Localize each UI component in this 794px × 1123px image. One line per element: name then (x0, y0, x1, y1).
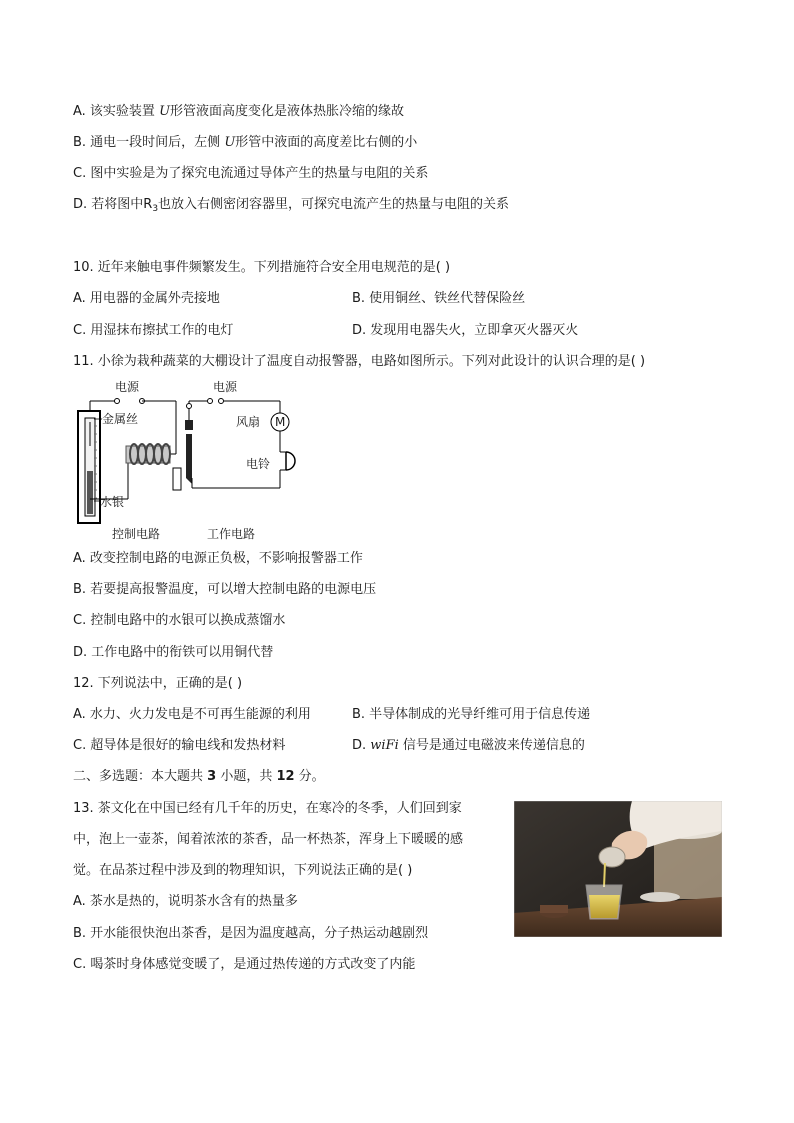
q9-option-b: B. 通电一段时间后，左侧 U形管中液面的高度差比右侧的小 (73, 135, 418, 150)
q11-option-d: D. 工作电路中的衔铁可以用铜代替 (73, 645, 274, 660)
saucer (640, 892, 680, 902)
q9-option-c: C. 图中实验是为了探究电流通过导体产生的热量与电阻的关系 (73, 166, 429, 181)
q12-option-c: C. 超导体是很好的输电线和发热材料 (73, 738, 286, 753)
bell-label: 电铃 (246, 457, 271, 471)
q10-option-c: C. 用湿抹布擦拭工作的电灯 (73, 323, 234, 338)
q10-option-a: A. 用电器的金属外壳接地 (73, 291, 220, 306)
spring (173, 468, 181, 490)
motor-label: M (275, 415, 286, 429)
q11-option-c: C. 控制电路中的水银可以换成蒸馏水 (73, 613, 286, 628)
bell-symbol (286, 452, 295, 470)
q13-option-a: A. 茶水是热的，说明茶水含有的热量多 (73, 894, 298, 909)
alarm-circuit-diagram (70, 376, 310, 546)
q11-option-a: A. 改变控制电路的电源正负极，不影响报警器工作 (73, 551, 363, 566)
armature (186, 434, 192, 484)
q13-stem-line1: 13. 茶文化在中国已经有几千年的历史，在寒冷的冬季，人们回到家 (73, 801, 462, 816)
q11-stem: 11. 小徐为栽种蔬菜的大棚设计了温度自动报警器，电路如图所示。下列对此设计的认识合理的是( ) (73, 354, 646, 369)
contact-block (185, 420, 193, 430)
metal-wire-label: 金属丝 (102, 412, 139, 426)
q12-option-a: A. 水力、火力发电是不可再生能源的利用 (73, 707, 311, 722)
power-left-label: 电源 (115, 380, 140, 394)
section-heading: 二、多选题：本大题共 3 小题，共 12 分。 (73, 769, 325, 784)
pouring-cup (599, 847, 625, 867)
q13-stem-line3: 觉。在品茶过程中涉及到的物理知识，下列说法正确的是( ) (73, 863, 413, 878)
q13-option-b: B. 开水能很快泡出茶香，是因为温度越高，分子热运动越剧烈 (73, 926, 429, 941)
tea-pouring-photo (514, 801, 722, 937)
tea-stream (604, 863, 605, 887)
tea-liquid (589, 895, 620, 918)
power-right-label: 电源 (213, 380, 238, 394)
mercury-column (87, 471, 93, 514)
q12-option-d: D. wiFi 信号是通过电磁波来传递信息的 (352, 738, 585, 753)
q10-option-b: B. 使用铜丝、铁丝代替保险丝 (352, 291, 526, 306)
q9-option-d: D. 若将图中$R_3$也放入右侧密闭容器里，可探究电流产生的热量与电阻的关系 (73, 197, 510, 214)
q13-option-c: C. 喝茶时身体感觉变暖了，是通过热传递的方式改变了内能 (73, 957, 416, 972)
q13-stem-line2: 中，泡上一壶茶，闻着浓浓的茶香，品一杯热茶，浑身上下暖暖的感 (73, 832, 464, 847)
q11-option-b: B. 若要提高报警温度，可以增大控制电路的电源电压 (73, 582, 377, 597)
q10-stem: 10. 近年来触电事件频繁发生。下列措施符合安全用电规范的是( ) (73, 260, 451, 275)
control-circuit-label: 控制电路 (112, 527, 161, 541)
q12-option-b: B. 半导体制成的光导纤维可用于信息传递 (352, 707, 591, 722)
q10-option-d: D. 发现用电器失火，立即拿灭火器灭火 (352, 323, 579, 338)
q12-stem: 12. 下列说法中，正确的是( ) (73, 676, 243, 691)
fan-label: 风扇 (236, 415, 261, 429)
mercury-label: 水银 (100, 495, 125, 509)
work-circuit-label: 工作电路 (207, 527, 256, 541)
q9-option-a: A. 该实验装置 U形管液面高度变化是液体热胀冷缩的缘故 (73, 104, 405, 119)
